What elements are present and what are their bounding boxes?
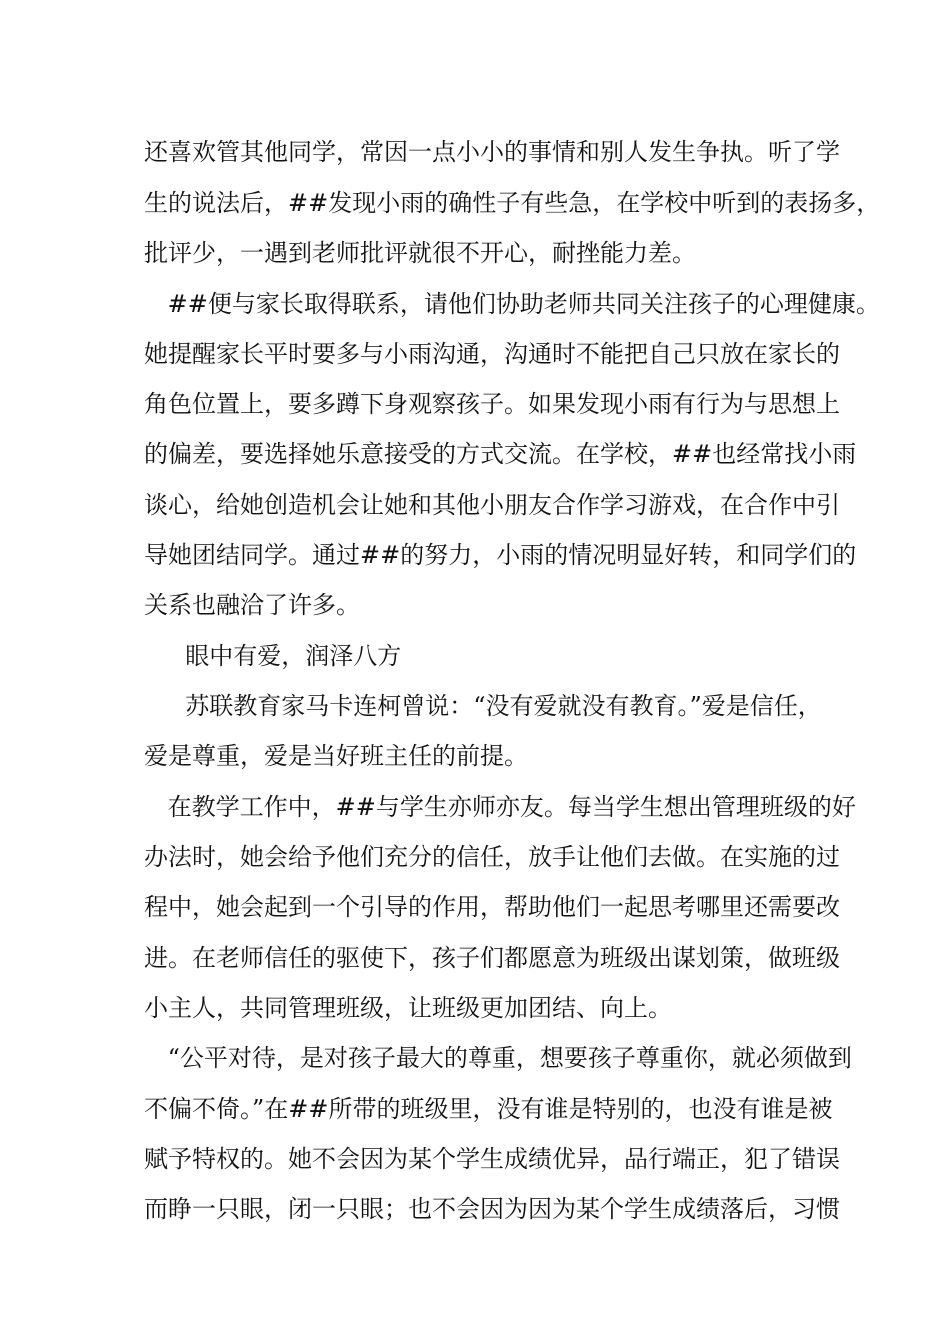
text-line: 在教学工作中，##与学生亦师亦友。每当学生想出管理班级的好 (160, 793, 856, 821)
text-line: 生的说法后，##发现小雨的确性子有些急，在学校中听到的表扬多， (144, 189, 881, 217)
text-line: 谈心，给她创造机会让她和其他小朋友合作学习游戏，在合作中引 (144, 491, 840, 519)
text-line: 办法时，她会给予他们充分的信任，放手让他们去做。在实施的过 (144, 843, 840, 871)
text-line: 进。在老师信任的驱使下，孩子们都愿意为班级出谋划策，做班级 (144, 944, 840, 972)
text-line: 还喜欢管其他同学，常因一点小小的事情和别人发生争执。听了学 (144, 138, 840, 166)
text-line: “公平对待，是对孩子最大的尊重，想要孩子尊重你，就必须做到 (160, 1044, 852, 1072)
text-line: 批评少，一遇到老师批评就很不开心，耐挫能力差。 (144, 239, 696, 267)
text-line: ##便与家长取得联系，请他们协助老师共同关注孩子的心理健康。 (160, 290, 880, 318)
text-line: 而睁一只眼，闭一只眼；也不会因为因为某个学生成绩落后，习惯 (144, 1195, 840, 1223)
section-heading: 眼中有爱，润泽八方 (170, 642, 402, 670)
text-line: 苏联教育家马卡连柯曾说：“没有爱就没有教育。”爱是信任， (170, 692, 822, 720)
text-line: 爱是尊重，爱是当好班主任的前提。 (144, 742, 528, 770)
text-line: 小主人，共同管理班级，让班级更加团结、向上。 (144, 994, 672, 1022)
text-line: 关系也融洽了许多。 (144, 591, 360, 619)
text-line: 的偏差，要选择她乐意接受的方式交流。在学校，##也经常找小雨 (144, 440, 857, 468)
text-line: 赋予特权的。她不会因为某个学生成绩优异，品行端正，犯了错误 (144, 1145, 840, 1173)
text-line: 不偏不倚。”在##所带的班级里，没有谁是特别的，也没有谁是被 (144, 1095, 833, 1123)
text-line: 程中，她会起到一个引导的作用，帮助他们一起思考哪里还需要改 (144, 893, 840, 921)
text-line: 她提醒家长平时要多与小雨沟通，沟通时不能把自己只放在家长的 (144, 340, 840, 368)
text-line: 导她团结同学。通过##的努力，小雨的情况明显好转，和同学们的 (144, 541, 857, 569)
text-line: 角色位置上，要多蹲下身观察孩子。如果发现小雨有行为与思想上 (144, 390, 840, 418)
